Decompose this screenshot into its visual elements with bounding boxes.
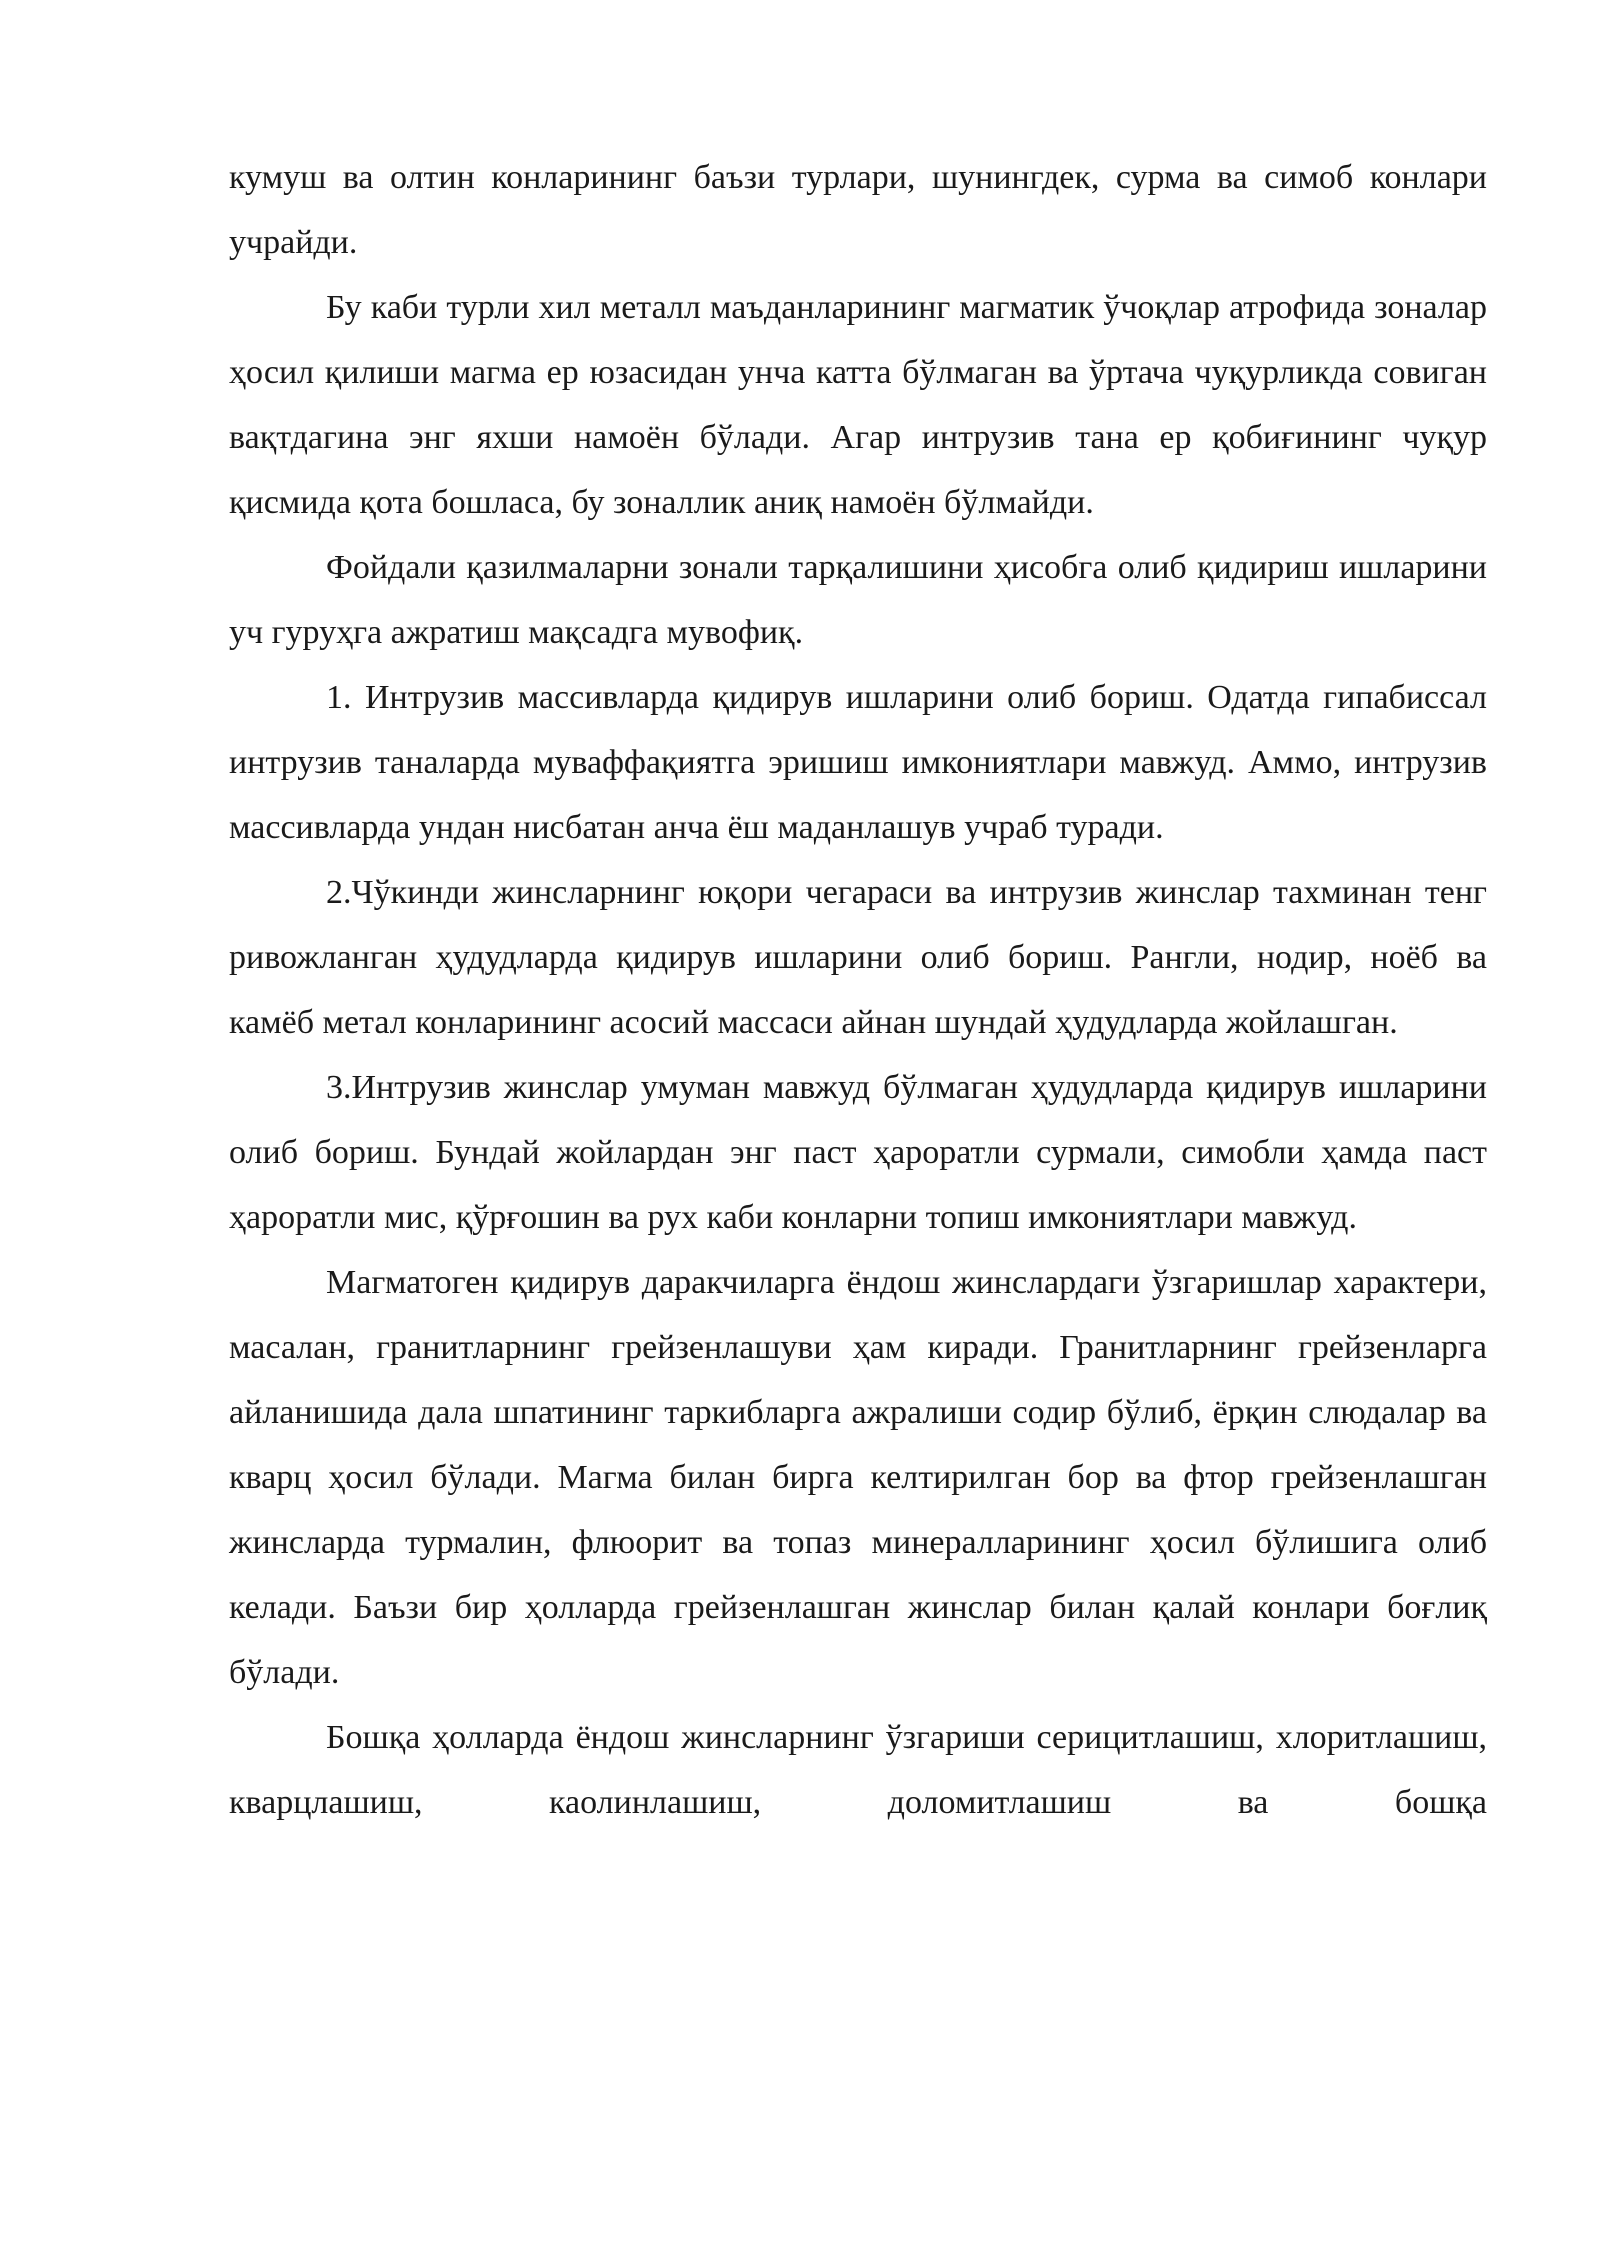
paragraph-8: Бошқа ҳолларда ёндош жинсларнинг ўзгариши серицитлашиш, хлоритлашиш, кварцлашиш, каолинлашиш, доломитлашиш ва бошқа — [229, 1719, 1487, 1821]
paragraph-2: Бу каби турли хил металл маъданларининг магматик ўчоқлар атрофида зоналар ҳосил қилиши магма ер юзасидан унча катта бўлмаган ва ўртача чуқурликда совиган вақтдагина энг яхши намоён бўлади. Агар интрузив тана ер қобиғининг чуқур қисмида қота бошласа, бу зоналлик аниқ намоён бўлмайди. — [229, 289, 1487, 521]
paragraph-5: 2.Чўкинди жинсларнинг юқори чегараси ва интрузив жинслар тахминан тенг ривожланган ҳудудларда қидирув ишларини олиб бориш. Рангли, нодир, ноёб ва камёб метал конларининг асосий массаси айнан шундай ҳудудларда жойлашган. — [229, 874, 1487, 1041]
paragraph-4: 1. Интрузив массивларда қидирув ишларини олиб бориш. Одатда гипабиссал интрузив таналарда муваффақиятга эришиш имкониятлари мавжуд. Аммо, интрузив массивларда ундан нисбатан анча ёш маданлашув учраб туради. — [229, 679, 1487, 846]
paragraph-1: кумуш ва олтин конларининг баъзи турлари, шунингдек, сурма ва симоб конлари учрайди. — [229, 159, 1487, 261]
document-body — [229, 145, 1487, 1835]
paragraph-6: 3.Интрузив жинслар умуман мавжуд бўлмаган ҳудудларда қидирув ишларини олиб бориш. Бундай жойлардан энг паст ҳароратли сурмали, симобли ҳамда паст ҳароратли мис, қўрғошин ва рух каби конларни топиш имкониятлари мавжуд. — [229, 1069, 1487, 1236]
paragraph-7: Магматоген қидирув даракчиларга ёндош жинслардаги ўзгаришлар характери, масалан, гранитларнинг грейзенлашуви ҳам киради. Гранитларнинг грейзенларга айланишида дала шпатининг таркибларга ажралиши содир бўлиб, ёрқин слюдалар ва кварц ҳосил бўлади. Магма билан бирга келтирилган бор ва фтор грейзенлашган жинсларда турмалин, флюорит ва топаз минералларининг ҳосил бўлишига олиб келади. Баъзи бир ҳолларда грейзенлашган жинслар билан қалай конлари боғлиқ бўлади. — [229, 1264, 1487, 1691]
paragraph-3: Фойдали қазилмаларни зонали тарқалишини ҳисобга олиб қидириш ишларини уч гуруҳга ажратиш мақсадга мувофиқ. — [229, 549, 1487, 651]
